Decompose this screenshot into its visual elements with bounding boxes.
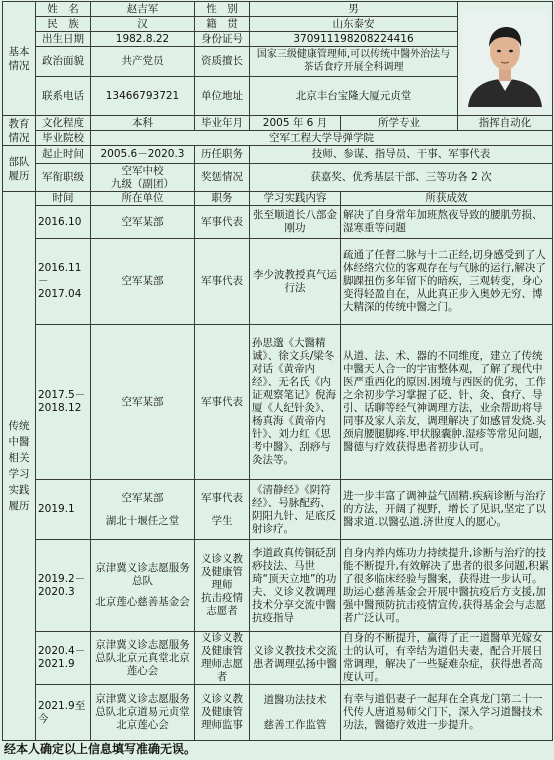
row-role <box>195 480 250 540</box>
row-content: 张至顺道长八部金刚功 <box>250 206 341 239</box>
label-school: 毕业院校 <box>36 131 91 146</box>
section-military: 部队履历 <box>3 146 36 192</box>
row-unit: 空军某部 <box>91 239 195 325</box>
row-content: 李道政真传铜砭刮痧技法、马世琦“顶天立地”的功夫、义诊义教调理技术分享交流中醫抗疫指导 <box>250 540 341 632</box>
photo-cell <box>458 2 553 116</box>
row-result: 有幸与道侣妻子一起拜在全真龙门第二十一代传人唐道易师父门下，深入学习道醫技术功法，醫德疗效进一步提升。 <box>341 685 553 741</box>
row-time: 2016.10 <box>36 206 91 239</box>
row-result: 解决了自身常年加班熬夜导致的腰肌劳损、湿寒重等问题 <box>341 206 553 239</box>
header-unit: 所在单位 <box>91 192 195 206</box>
section-practice <box>3 192 36 741</box>
row-content: 李少波教授真气运行法 <box>250 239 341 325</box>
row-role-line: 学生 <box>211 514 233 527</box>
row-unit <box>91 540 195 632</box>
row-role-line: 抗击疫情志愿者 <box>201 592 243 617</box>
label-birth: 出生日期 <box>36 32 91 47</box>
row-unit-line: 湖北十堰任之堂 <box>105 514 180 527</box>
row-role: 义诊义教及健康管理师志愿者 <box>195 632 250 685</box>
row-result: 疏通了任督二脉与十二正经,切身感受到了人体经络穴位的客观存在与气脉的运行,解决了脚踝扭伤多年留下的暗疾，三观转变，身心变得轻盈自在，从此真正步入奥妙无穷、博大精深的传统中醫之门。 <box>341 239 553 325</box>
row-unit-line: 京津冀义诊志愿服务总队 <box>95 562 190 587</box>
row-unit: 空军某部 <box>91 206 195 239</box>
row-content-line: 道醫功法技术 <box>263 693 327 706</box>
row-role: 军事代表 <box>195 325 250 480</box>
rank-line-2: 九级（副团） <box>111 177 174 190</box>
value-politics: 共产党员 <box>91 47 195 77</box>
row-content: 《清静经》《阴符经》、号脉配药、阴阳九针、足底反射诊疗。 <box>250 480 341 540</box>
portrait-photo <box>458 11 552 107</box>
section-basic: 基本情况 <box>3 2 36 116</box>
section-practice-text: 传统中醫相关学习实践履历 <box>8 420 30 512</box>
label-gender: 性 别 <box>195 2 250 17</box>
row-content: 孙思邈《大醫精诚》、徐文兵/梁冬对话《黄帝内经》、无名氏《内证观察笔记》倪海厦《人纪针灸》、杨真海《黄帝内针》、刘力红《思考中醫》、刮痧与灸法等。 <box>250 325 341 480</box>
header-content: 学习实践内容 <box>250 192 341 206</box>
label-period: 起止时间 <box>36 146 91 164</box>
row-time: 2021.9至 今 <box>36 685 91 741</box>
label-address: 单位地址 <box>195 77 250 116</box>
row-role-line: 军事代表 <box>201 491 243 504</box>
row-time: 2016.11－2017.04 <box>36 239 91 325</box>
value-gender: 男 <box>250 2 458 17</box>
value-grad-year: 2005 年 6 月 <box>250 116 341 131</box>
value-school: 空军工程大学导弹学院 <box>91 131 553 146</box>
label-posts: 历任职务 <box>195 146 250 164</box>
row-content <box>250 685 341 741</box>
row-role: 军事代表 <box>195 239 250 325</box>
row-result: 自身的不断提升，赢得了正一道醫单光嫁女士的认可，有幸结为道侣夫妻，配合开展日常调理，解决了一些疑难杂症，获得患者高度认可。 <box>341 632 553 685</box>
resume-table <box>2 1 553 741</box>
footer-declaration: 经本人确定以上信息填写准确无误。 <box>4 742 197 756</box>
value-ethnicity: 汉 <box>91 17 195 32</box>
label-id: 身份证号 <box>195 32 250 47</box>
value-level: 本科 <box>91 116 195 131</box>
rank-line-1: 空军中校 <box>121 164 164 177</box>
label-name: 姓 名 <box>36 2 91 17</box>
row-role-line: 义诊义教及健康管理师 <box>201 553 243 591</box>
value-origin: 山东泰安 <box>250 17 458 32</box>
row-unit: 京津冀义诊志愿服务总队北京道易元贞堂北京莲心会 <box>91 685 195 741</box>
row-result: 进一步丰富了调神益气固精.疾病诊断与治疗的方法，开阔了视野，增长了见识,坚定了以醫求道.以醫弘道.济世度人的愿心。 <box>341 480 553 540</box>
value-qualification: 国家三级健康管理师,可以传统中醫外治法与茶话食疗开展全科调理 <box>250 47 458 77</box>
value-phone: 13466793721 <box>91 77 195 116</box>
value-birth: 1982.8.22 <box>91 32 195 47</box>
header-role: 职务 <box>195 192 250 206</box>
value-major: 指挥自动化 <box>458 116 553 131</box>
row-unit: 京津冀义诊志愿服务总队北京元真堂北京莲心会 <box>91 632 195 685</box>
value-name: 赵吉军 <box>91 2 195 17</box>
row-result: 从道、法、术、器的不同维度，建立了传统中醫天人合一的宇宙整体观，了解了现代中医严重西化的原因.困境与西医的优劣，工作之余初步学习掌握了砭、针、灸、食疗、导引、话聊等经气神调理方法，业余帮助将导同事及家人亲友，调理解决了如感冒发烧.头颈肩腰腿脚疼.甲状腺囊肿.湿疹等常见问题，醫德与疗效获得患者初步认可。 <box>341 325 553 480</box>
row-role: 军事代表 <box>195 206 250 239</box>
row-result: 自身内养内炼功力持续提升,诊断与治疗的技能不断提升,有效解决了患者的很多问题,积累了很多临床经验与醫案，获得进一步认可。助运心慈善基金会开展中醫抗疫后方支援,加强中醫预防抗击疫情宣传,获得基金会与志愿者广泛认可。 <box>341 540 553 632</box>
row-time: 2020.4－2021.9 <box>36 632 91 685</box>
label-origin: 籍 贯 <box>195 17 250 32</box>
value-rank <box>91 164 195 192</box>
row-content: 义诊义教技术交流患者调理弘扬中醫 <box>250 632 341 685</box>
row-time: 2017.5－2018.12 <box>36 325 91 480</box>
label-grad-year: 毕业年月 <box>195 116 250 131</box>
value-address: 北京丰台宝隆大厦元贞堂 <box>250 77 458 116</box>
value-awards: 获嘉奖、优秀基层干部、三等功各 2 次 <box>250 164 553 192</box>
label-level: 文化程度 <box>36 116 91 131</box>
header-time: 时间 <box>36 192 91 206</box>
label-qualification: 资质擅长 <box>195 47 250 77</box>
section-education: 教育情况 <box>3 116 36 146</box>
label-ethnicity: 民 族 <box>36 17 91 32</box>
row-time: 2019.1 <box>36 480 91 540</box>
row-content-line: 慈善工作监管 <box>263 718 327 731</box>
row-unit: 空军某部 <box>91 325 195 480</box>
row-unit-line: 北京莲心慈善基金会 <box>95 596 190 608</box>
row-role <box>195 540 250 632</box>
label-politics: 政治面貌 <box>36 47 91 77</box>
row-role: 义诊义教及健康管理师监事 <box>195 685 250 741</box>
value-posts: 技师、参谋、指导员、干事、军事代表 <box>250 146 553 164</box>
label-phone: 联系电话 <box>36 77 91 116</box>
row-time: 2019.2－2020.3 <box>36 540 91 632</box>
value-id: 370911198208224416 <box>250 32 458 47</box>
label-rank: 军衔职级 <box>36 164 91 192</box>
value-period: 2005.6－2020.3 <box>91 146 195 164</box>
label-awards: 奖惩情况 <box>195 164 250 192</box>
row-unit <box>91 480 195 540</box>
row-unit-line: 空军某部 <box>121 491 164 504</box>
label-major: 所学专业 <box>341 116 458 131</box>
header-result: 所获成效 <box>341 192 553 206</box>
